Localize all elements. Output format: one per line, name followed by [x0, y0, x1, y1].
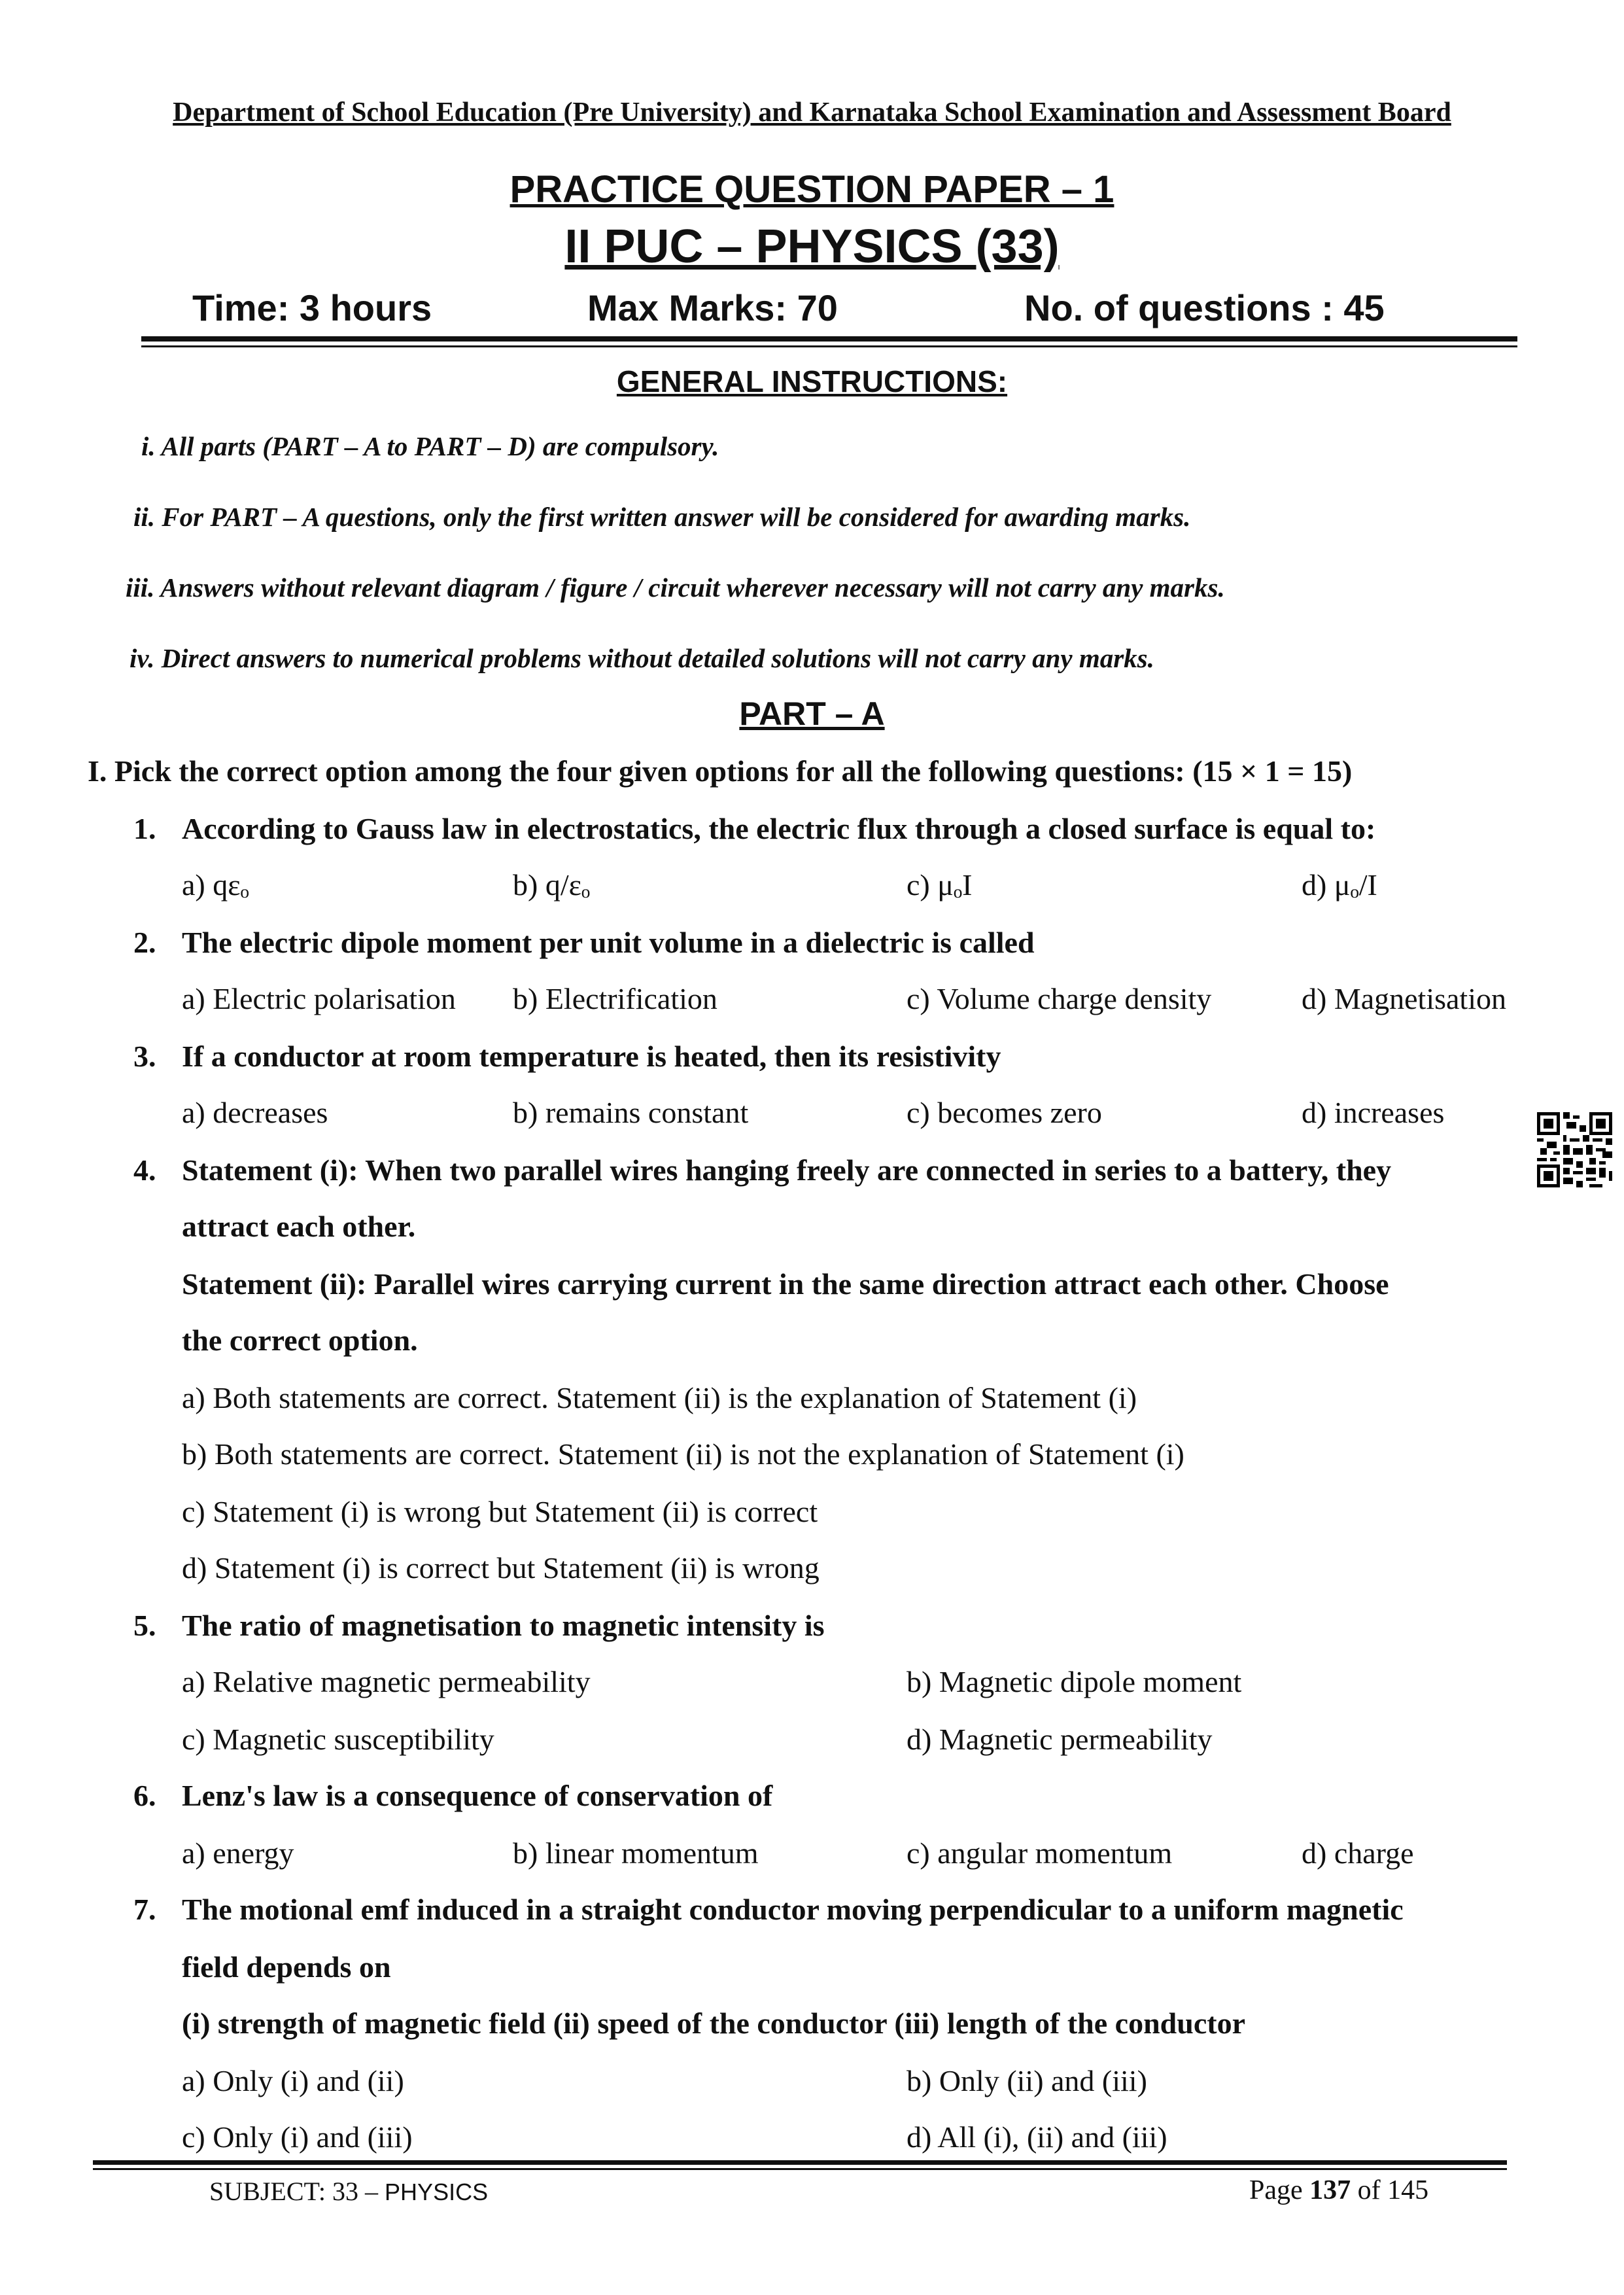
- question-number: 6.: [133, 1779, 156, 1812]
- option-c: c) Only (i) and (iii): [182, 2120, 413, 2154]
- option-a: a) Electric polarisation: [182, 982, 456, 1015]
- instruction-item: ii. For PART – A questions, only the first written answer will be considered for awarding marks.: [133, 502, 1191, 532]
- question-text: attract each other.: [182, 1210, 416, 1243]
- option-d: d) increases: [1302, 1096, 1445, 1129]
- option-d: d) Statement (i) is correct but Statement (ii) is wrong: [182, 1551, 820, 1585]
- option-a: a) energy: [182, 1836, 294, 1870]
- option-c: c) Volume charge density: [907, 982, 1212, 1015]
- option-b: b) Both statements are correct. Statement (ii) is not the explanation of Statement (i): [182, 1437, 1184, 1471]
- question-text: The ratio of magnetisation to magnetic intensity is: [182, 1609, 825, 1642]
- question-number: 2.: [133, 926, 156, 959]
- option-b: b) q/εₒ: [513, 868, 591, 902]
- header-divider-thin: [141, 345, 1517, 347]
- question-text: the correct option.: [182, 1323, 418, 1357]
- instruction-item: iii. Answers without relevant diagram / figure / circuit wherever necessary will not carry any marks.: [126, 572, 1225, 603]
- footer-page-number: [1249, 2175, 1428, 2206]
- department-header: Department of School Education (Pre University) and Karnataka School Examination and Assessment Board: [173, 97, 1451, 128]
- question-text: field depends on: [182, 1950, 391, 1984]
- question-number: 1.: [133, 812, 156, 845]
- qr-code-icon: [1537, 1112, 1612, 1187]
- subject-title: II PUC – PHYSICS (33): [564, 220, 1060, 273]
- option-d: d) charge: [1302, 1836, 1414, 1870]
- num-questions-label: No. of questions : 45: [1024, 287, 1385, 328]
- footer-subject-name: PHYSICS: [385, 2179, 489, 2205]
- option-b: b) linear momentum: [513, 1836, 759, 1870]
- part-a-heading: PART – A: [739, 695, 885, 732]
- footer-divider-thin: [93, 2168, 1507, 2170]
- time-label: Time: 3 hours: [192, 287, 432, 328]
- option-d: d) Magnetic permeability: [907, 1723, 1213, 1756]
- footer-subject-prefix: SUBJECT: 33 –: [209, 2177, 385, 2206]
- option-d: d) μₒ/I: [1302, 868, 1377, 902]
- option-c: c) μₒI: [907, 868, 973, 902]
- question-text: The electric dipole moment per unit volume in a dielectric is called: [182, 926, 1035, 959]
- max-marks-label: Max Marks: 70: [587, 287, 838, 328]
- question-text: Statement (i): When two parallel wires hanging freely are connected in series to a battery, they: [182, 1153, 1392, 1187]
- footer-subject: [209, 2176, 488, 2207]
- question-text: Lenz's law is a consequence of conservation of: [182, 1779, 773, 1812]
- page-prefix: Page: [1249, 2175, 1310, 2205]
- option-b: b) Electrification: [513, 982, 717, 1015]
- section-instruction: I. Pick the correct option among the four given options for all the following questions: (15 × 1 = 15): [88, 754, 1353, 788]
- option-d: d) Magnetisation: [1302, 982, 1506, 1015]
- question-text: According to Gauss law in electrostatics, the electric flux through a closed surface is equal to:: [182, 812, 1376, 845]
- option-b: b) Magnetic dipole moment: [907, 1665, 1242, 1698]
- header-divider-thick: [141, 336, 1517, 342]
- option-a: a) decreases: [182, 1096, 328, 1129]
- question-text: The motional emf induced in a straight conductor moving perpendicular to a uniform magnetic: [182, 1893, 1404, 1926]
- question-text: If a conductor at room temperature is heated, then its resistivity: [182, 1040, 1001, 1073]
- question-text: Statement (ii): Parallel wires carrying current in the same direction attract each other. Choose: [182, 1267, 1389, 1301]
- option-c: c) Statement (i) is wrong but Statement (ii) is correct: [182, 1495, 818, 1528]
- option-c: c) angular momentum: [907, 1836, 1173, 1870]
- option-a: a) qεₒ: [182, 868, 249, 902]
- option-a: a) Both statements are correct. Statement (ii) is the explanation of Statement (i): [182, 1381, 1137, 1414]
- general-instructions-heading: GENERAL INSTRUCTIONS:: [616, 364, 1008, 398]
- question-number: 5.: [133, 1609, 156, 1642]
- question-number: 4.: [133, 1153, 156, 1187]
- question-text: (i) strength of magnetic field (ii) speed of the conductor (iii) length of the conductor: [182, 2006, 1245, 2040]
- option-b: b) remains constant: [513, 1096, 749, 1129]
- option-a: a) Only (i) and (ii): [182, 2064, 404, 2097]
- question-number: 7.: [133, 1893, 156, 1926]
- option-c: c) becomes zero: [907, 1096, 1102, 1129]
- option-b: b) Only (ii) and (iii): [907, 2064, 1147, 2097]
- instruction-item: i. All parts (PART – A to PART – D) are compulsory.: [141, 431, 719, 461]
- question-number: 3.: [133, 1040, 156, 1073]
- footer-divider-thick: [93, 2160, 1507, 2165]
- instruction-item: iv. Direct answers to numerical problems without detailed solutions will not carry any marks.: [130, 643, 1154, 673]
- option-c: c) Magnetic susceptibility: [182, 1723, 494, 1756]
- paper-title: PRACTICE QUESTION PAPER – 1: [510, 168, 1114, 211]
- page-current: 137: [1309, 2175, 1351, 2205]
- option-a: a) Relative magnetic permeability: [182, 1665, 591, 1698]
- option-d: d) All (i), (ii) and (iii): [907, 2120, 1167, 2154]
- page-suffix: of 145: [1351, 2175, 1429, 2205]
